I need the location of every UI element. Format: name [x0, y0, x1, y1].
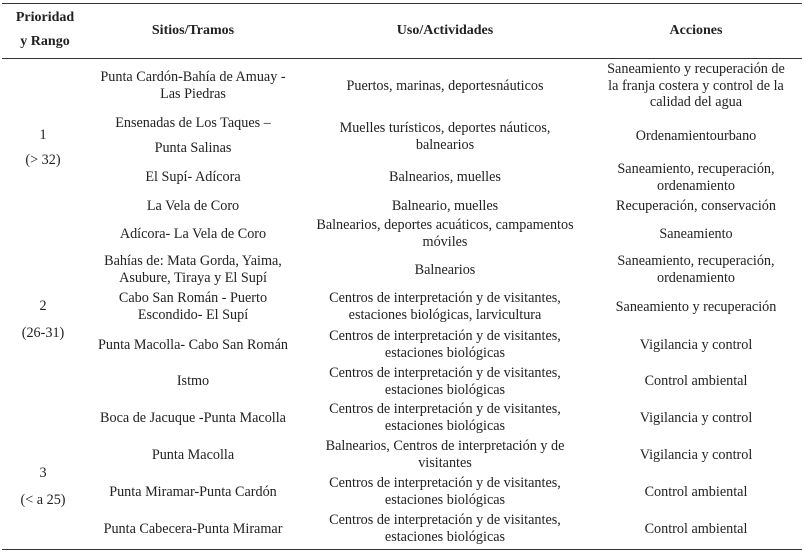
priority-number: 3	[39, 465, 47, 481]
action-cell: la franja costera y control de la	[608, 77, 784, 94]
bottom-rule	[2, 549, 802, 550]
header-sites: Sitios/Tramos	[151, 23, 235, 38]
action-cell: Saneamiento y recuperación	[615, 299, 777, 315]
use-cell: móviles	[422, 233, 468, 250]
site-cell: Ensenadas de Los Taques –	[115, 115, 271, 131]
use-cell: estaciones biológicas	[384, 528, 506, 545]
site-cell: Las Piedras	[160, 85, 226, 102]
use-cell: Balnearios, muelles	[389, 169, 501, 185]
action-cell: Recuperación, conservación	[616, 198, 776, 214]
priority-range: (> 32)	[25, 152, 61, 168]
use-cell: Centros de interpretación y de visitantes,	[329, 512, 561, 528]
site-cell: La Vela de Coro	[146, 198, 240, 214]
site-cell: Punta Cardón-Bahía de Amuay -	[100, 69, 286, 85]
site-cell: Punta Macolla- Cabo San Román	[98, 337, 288, 353]
use-cell: Centros de interpretación y de visitantes,	[329, 328, 561, 344]
action-cell: Vigilancia y control	[639, 410, 753, 426]
use-cell: estaciones biológicas	[384, 381, 506, 398]
action-cell: Control ambiental	[644, 373, 748, 389]
header-priority-line1: Prioridad	[15, 10, 75, 25]
action-cell: calidad del agua	[649, 94, 743, 110]
site-cell: El Supí- Adícora	[145, 169, 241, 185]
use-cell: estaciones biológicas, larvicultura	[348, 306, 542, 323]
use-cell: estaciones biológicas	[384, 491, 506, 508]
priority-number: 1	[39, 127, 47, 143]
action-cell: ordenamiento	[656, 269, 735, 286]
use-cell: estaciones biológicas	[384, 344, 506, 361]
use-cell: Centros de interpretación y de visitantes,	[329, 290, 561, 306]
use-cell: Puertos, marinas, deportesnáuticos	[346, 78, 544, 94]
use-cell: Centros de interpretación y de visitantes,	[329, 401, 561, 417]
action-cell: Vigilancia y control	[639, 337, 753, 353]
use-cell: Muelles turísticos, deportes náuticos,	[339, 120, 551, 136]
action-cell: ordenamiento	[656, 177, 735, 194]
use-cell: visitantes	[418, 454, 472, 471]
action-cell: Ordenamientourbano	[635, 128, 757, 144]
use-cell: estaciones biológicas	[384, 417, 506, 434]
header-uses: Uso/Actividades	[396, 23, 494, 38]
header-priority-line2: y Rango	[20, 34, 70, 49]
site-cell: Istmo	[176, 373, 210, 389]
action-cell: Vigilancia y control	[639, 447, 753, 463]
action-cell: Saneamiento y recuperación de	[607, 61, 785, 77]
action-cell: Saneamiento, recuperación,	[617, 161, 775, 177]
priority-range: (26-31)	[21, 325, 65, 341]
site-cell: Punta Salinas	[154, 140, 232, 156]
use-cell: balnearios	[415, 136, 475, 153]
site-cell: Adícora- La Vela de Coro	[119, 226, 267, 242]
action-cell: Saneamiento, recuperación,	[617, 253, 775, 269]
header-actions: Acciones	[669, 23, 723, 38]
site-cell: Cabo San Román - Puerto	[118, 290, 268, 306]
site-cell: Bahías de: Mata Gorda, Yaima,	[104, 253, 282, 269]
action-cell: Control ambiental	[644, 521, 748, 537]
action-cell: Control ambiental	[644, 484, 748, 500]
use-cell: Balnearios, deportes acuáticos, campamentos	[316, 217, 574, 233]
header-rule	[2, 58, 802, 59]
site-cell: Escondido- El Supí	[137, 306, 249, 323]
use-cell: Balnearios, Centros de interpretación y de	[325, 438, 565, 454]
use-cell: Centros de interpretación y de visitantes,	[329, 365, 561, 381]
use-cell: Balneario, muelles	[391, 198, 499, 214]
site-cell: Punta Miramar-Punta Cardón	[109, 484, 277, 500]
priority-number: 2	[39, 298, 47, 314]
action-cell: Saneamiento	[659, 226, 733, 242]
site-cell: Boca de Jacuque -Punta Macolla	[100, 410, 286, 426]
use-cell: Balnearios	[414, 262, 476, 278]
top-rule	[2, 3, 802, 4]
site-cell: Punta Cabecera-Punta Miramar	[103, 521, 283, 537]
site-cell: Punta Macolla	[151, 447, 235, 463]
priority-range: (< a 25)	[20, 492, 66, 508]
site-cell: Asubure, Tiraya y El Supí	[119, 269, 267, 286]
header-priority	[2, 8, 88, 52]
use-cell: Centros de interpretación y de visitantes,	[329, 475, 561, 491]
